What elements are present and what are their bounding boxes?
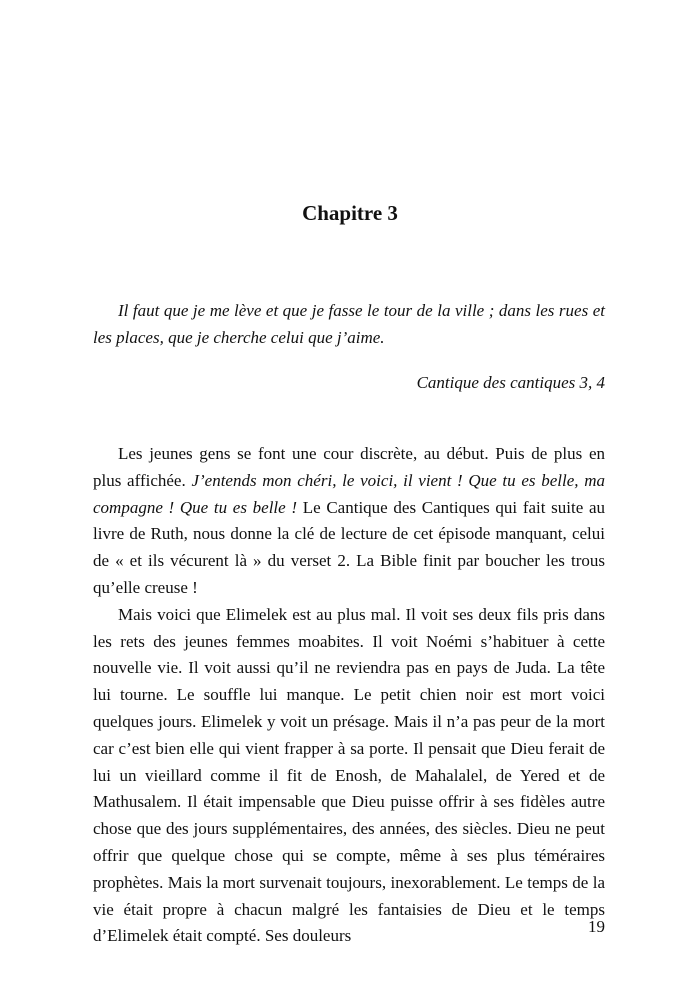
paragraph-text: Le Cantique des Cantiques qui fait suite au livre de Ruth, nous donne la clé de lecture de cet épisode manquant, celui de « et ils vécurent là » du verset 2. La Bible finit par boucher les trous qu’elle creuse ! <box>93 497 605 597</box>
epigraph-quote: Il faut que je me lève et que je fasse le tour de la ville ; dans les rues et les places, que je cherche celui que j’aime. <box>93 301 605 347</box>
body-text <box>93 441 605 950</box>
paragraph <box>93 441 605 602</box>
paragraph-text: Les jeunes gens se font une cour discrète, au début. Puis de plus en plus affichée. <box>93 444 605 490</box>
inline-quote: J’entends mon chéri, le voici, il vient ! Que tu es belle, ma compagne ! Que tu es belle ! <box>93 470 605 517</box>
chapter-title: Chapitre 3 <box>302 201 398 225</box>
page-number: 19 <box>588 917 605 936</box>
paragraph: Mais voici que Elimelek est au plus mal. Il voit ses deux fils pris dans les rets des jeunes femmes moabites. Il voit Noémi s’habituer à cette nouvelle vie. Il voit aussi qu’il ne reviendra pas en pays de Juda. La tête lui tourne. Le souffle lui manque. Le petit chien noir est mort voici quelques jours. Elimelek y voit un présage. Mais il n’a pas peur de la mort car c’est bien elle qui vient frapper à sa porte. Il pensait que Dieu ferait de lui un vieillard comme il fit de Enosh, de Mahalalel, de Yered et de Mathusalem. Il était impensable que Dieu puisse offrir à ses fidèles autre chose que des jours supplémentaires, des années, des siècles. Dieu ne peut offrir que quelque chose qui se compte, même à ses plus téméraires prophètes. Mais la mort survenait toujours, inexorablement. Le temps de la vie était propre à chacun malgré les fantaisies de Dieu et le temps d’Elimelek était compté. Ses douleurs <box>93 604 605 946</box>
epigraph-source: Cantique des cantiques 3, 4 <box>416 373 605 392</box>
